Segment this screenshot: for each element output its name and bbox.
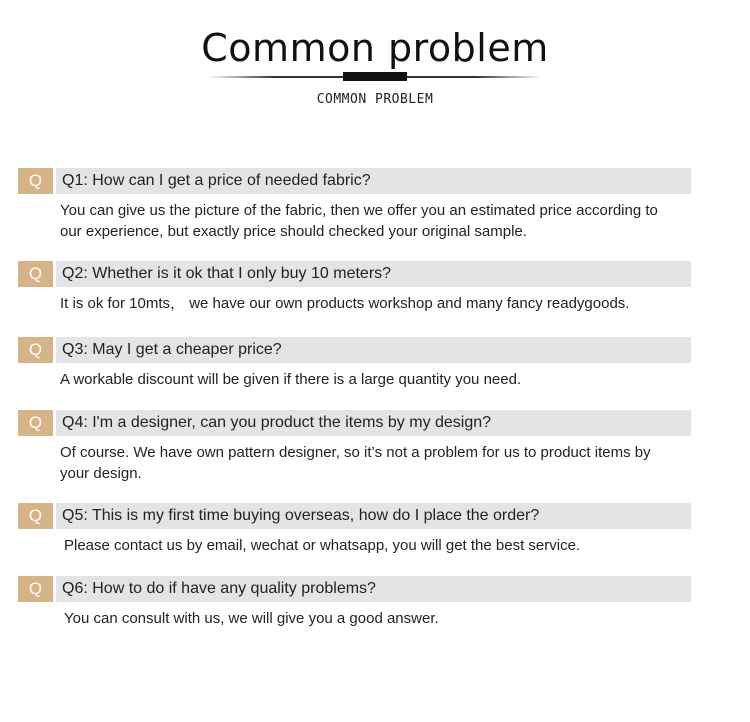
faq-answer: A workable discount will be given if there is a large quantity you need.: [60, 371, 522, 388]
title-divider-accent: [343, 72, 407, 81]
q-badge: Q: [18, 503, 53, 529]
q-badge: Q: [18, 410, 53, 436]
faq-question: Q5: This is my first time buying overseas, how do I place the order?: [56, 503, 691, 529]
faq-question: Q4: I'm a designer, can you product the items by my design?: [56, 410, 691, 436]
faq-question-row: [18, 337, 691, 363]
faq-answer: You can give us the picture of the fabric, then we offer you an estimated price according to our experience, but exactly price should checked your original sample.: [60, 202, 658, 240]
faq-question: Q6: How to do if have any quality problems?: [56, 576, 691, 602]
faq-question-row: [18, 168, 691, 194]
faq-question-row: [18, 410, 691, 436]
faq-answer: Of course. We have own pattern designer, so it’s not a problem for us to product items by your design.: [60, 444, 651, 482]
faq-question-row: [18, 261, 691, 287]
faq-answer: It is ok for 10mts， we have our own products workshop and many fancy readygoods.: [60, 295, 630, 312]
page-title: Common problem: [201, 26, 549, 70]
page-subtitle: COMMON PROBLEM: [316, 92, 434, 107]
faq-question: Q3: May I get a cheaper price?: [56, 337, 691, 363]
faq-answer: You can consult with us, we will give you a good answer.: [64, 610, 439, 627]
faq-item-1: [18, 168, 691, 242]
faq-question: Q1: How can I get a price of needed fabric?: [56, 168, 691, 194]
faq-answer: Please contact us by email, wechat or whatsapp, you will get the best service.: [64, 537, 581, 554]
faq-item-6: [18, 576, 691, 629]
q-badge: Q: [18, 337, 53, 363]
faq-item-2: [18, 261, 691, 314]
q-badge: Q: [18, 261, 53, 287]
q-badge: Q: [18, 576, 53, 602]
faq-question-row: [18, 576, 691, 602]
faq-question-row: [18, 503, 691, 529]
faq-item-4: [18, 410, 691, 484]
q-badge: Q: [18, 168, 53, 194]
faq-item-5: [18, 503, 691, 556]
faq-question: Q2: Whether is it ok that I only buy 10 meters?: [56, 261, 691, 287]
faq-item-3: [18, 337, 691, 390]
